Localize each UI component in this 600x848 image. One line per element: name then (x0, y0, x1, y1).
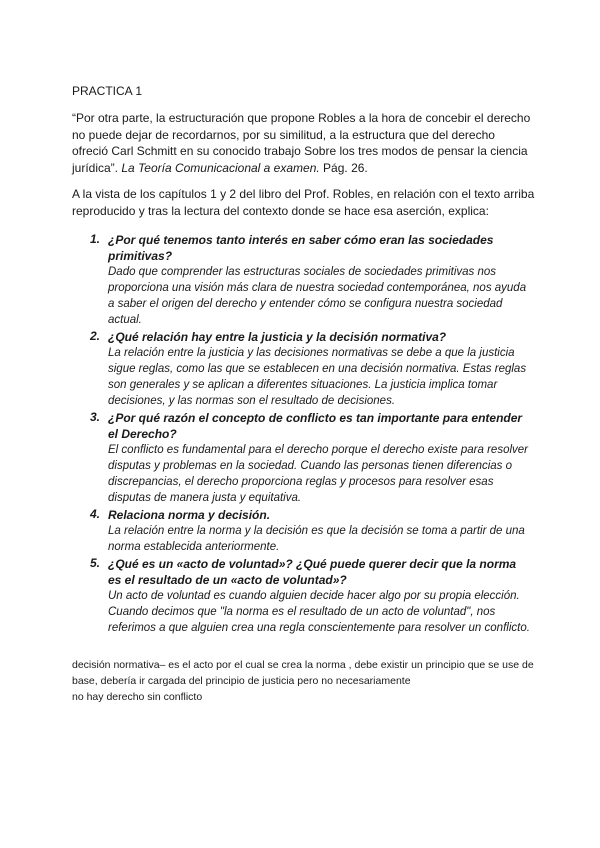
question-number: 5. (90, 556, 101, 570)
question-number: 1. (90, 232, 101, 246)
answer-text: La relación entre la norma y la decisión es que la decisión se toma a partir de una norma establecida anteriormente. (108, 525, 525, 553)
question-item (90, 507, 530, 555)
quote-page: Pág. 26. (323, 160, 368, 175)
answer-text: Un acto de voluntad es cuando alguien decide hacer algo por su propia elección. Cuando decimos que "la norma es el resultado de un acto de voluntad", nos referimos a que alguien crea una regla conscientemente para resolver un conflicto. (108, 590, 530, 634)
answer-text: Dado que comprender las estructuras sociales de sociedades primitivas nos proporciona una visión más clara de nuestra sociedad contemporánea, nos ayuda a saber el origen del derecho y entender cómo se configura nuestra sociedad actual. (108, 266, 527, 326)
question-item (90, 556, 530, 636)
answer-text: La relación entre la justicia y las decisiones normativas se debe a que la justicia sigue reglas, como las que se establecen en una decisión normativa. Estas reglas son generales y se aplican a diferentes situaciones. La justicia implica tomar decisiones, y las normas son el resultado de decisiones. (108, 347, 527, 407)
answer-text: El conflicto es fundamental para el derecho porque el derecho existe para resolver disputas y problemas en la sociedad. Cuando las personas tienen diferencias o discrepancias, el derecho proporciona reglas y procesos para resolver esas disputas de manera justa y equitativa. (108, 444, 528, 504)
question-text: ¿Qué relación hay entre la justicia y la decisión normativa? (108, 330, 447, 344)
question-number: 4. (90, 507, 101, 521)
note-line: no hay derecho sin conflicto (72, 691, 203, 703)
question-number: 2. (90, 329, 101, 343)
question-text: ¿Por qué razón el concepto de conflicto es tan importante para entender el Derecho? (108, 411, 523, 441)
question-text: ¿Qué es un «acto de voluntad»? ¿Qué puede querer decir que la norma es el resultado de un «acto de voluntad»? (108, 557, 517, 587)
page-title: PRACTICA 1 (72, 84, 143, 98)
question-item (90, 329, 530, 409)
quote-source: La Teoría Comunicacional a examen. (121, 160, 320, 175)
question-list (90, 232, 530, 637)
question-item (90, 410, 530, 506)
quote-text: “Por otra parte, la estructuración que propone Robles a la hora de concebir el derecho no puede dejar de recordarnos, por su similitud, a la estructura que del derecho ofreció Carl Schmitt en su conocido trabajo Sobre los tres modos de pensar la ciencia jurídica”. (72, 111, 531, 175)
note-line: decisión normativa– es el acto por el cual se crea la norma , debe existir un principio que se use de base, debería ir cargada del principio de justicia pero no necesariamente (72, 659, 534, 687)
question-text: Relaciona norma y decisión. (108, 508, 271, 522)
notes-section (72, 657, 542, 705)
question-text: ¿Por qué tenemos tanto interés en saber cómo eran las sociedades primitivas? (108, 233, 494, 263)
question-number: 3. (90, 410, 101, 424)
quote-paragraph (72, 110, 532, 176)
question-item (90, 232, 530, 328)
intro-paragraph: A la vista de los capítulos 1 y 2 del libro del Prof. Robles, en relación con el texto arriba reproducido y tras la lectura del contexto donde se hace esa aserción, explica: (72, 187, 535, 218)
